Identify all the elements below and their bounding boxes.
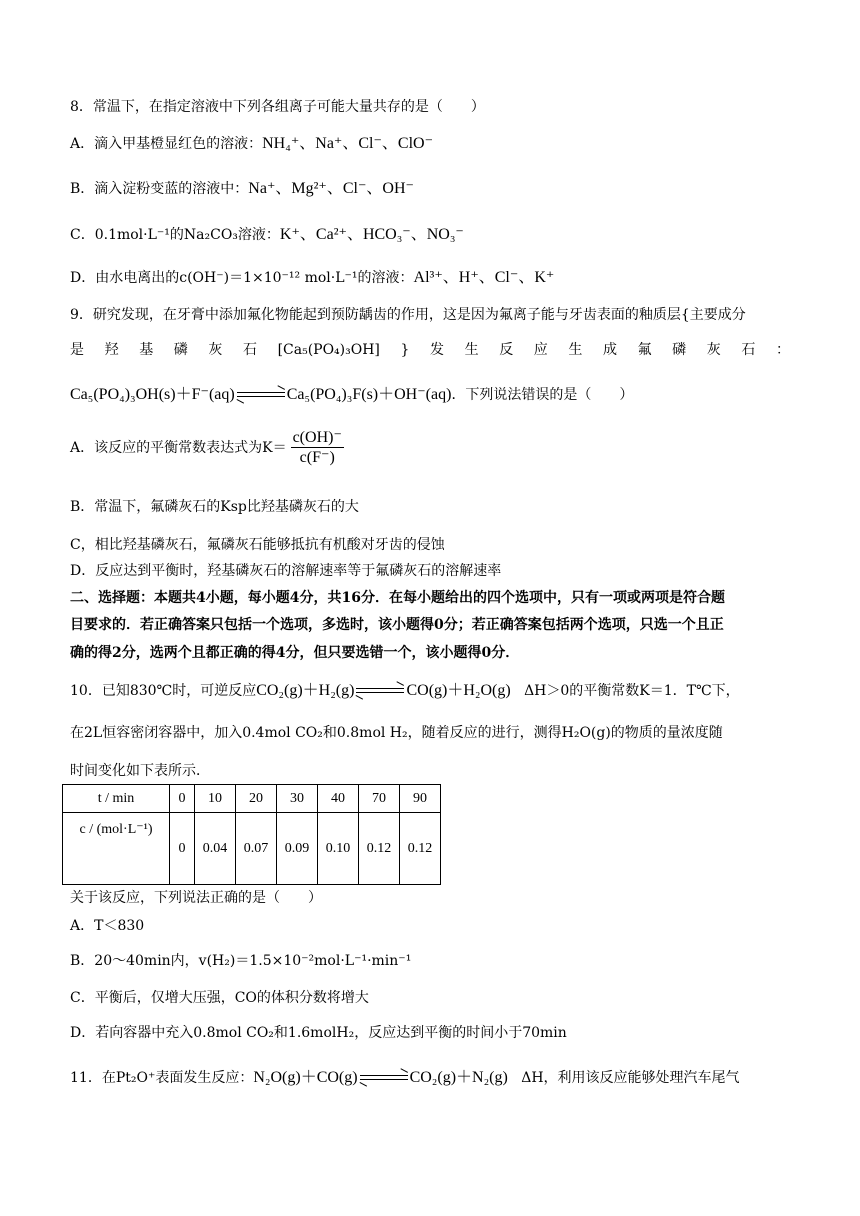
- q9-stem-word: }: [400, 342, 410, 358]
- q9-eq-right: Ca₅(PO₄)₃F(s)＋OH⁻(aq): [286, 386, 452, 403]
- table-header-time: t / min: [63, 785, 170, 813]
- q9-stem-word: 生: [464, 342, 479, 358]
- table-cell: 40: [318, 785, 359, 813]
- q8-option-b-text: B．滴入淀粉变蓝的溶液中：: [70, 181, 249, 197]
- q8-option-c-ions: K⁺、Ca²⁺、HCO₃⁻、NO₃⁻: [279, 226, 464, 243]
- q9-stem-line1: 9．研究发现，在牙膏中添加氟化物能起到预防龋齿的作用，这是因为氟离子能与牙齿表面的釉质层{主要成分: [70, 307, 746, 323]
- q10-stem1a: 10．已知830℃时，可逆反应: [70, 683, 257, 699]
- section2-line3: 确的得2分，选两个且都正确的得4分，但只要选错一个，该小题得0分．: [70, 645, 520, 661]
- q11-stem: [70, 1068, 740, 1088]
- q9-option-c: C，相比羟基磷灰石，氟磷灰石能够抵抗有机酸对牙齿的侵蚀: [70, 537, 445, 553]
- section2-line1: 二、选择题：本题共4小题，每小题4分，共16分．在每小题给出的四个选项中，只有一项或两项是符合题: [70, 590, 725, 606]
- table-cell: 30: [277, 785, 318, 813]
- q11-eq-right: CO₂(g)＋N₂(g): [409, 1069, 508, 1086]
- table-header-concentration: c / (mol·L⁻¹): [63, 813, 170, 885]
- q10-eq-left: CO₂(g)＋H₂(g): [256, 682, 355, 699]
- table-row: [63, 813, 441, 885]
- q9-option-b: B．常温下，氟磷灰石的Ksp比羟基磷灰石的大: [70, 499, 359, 515]
- q8-option-d-text: D．由水电离出的c(OH⁻)＝1×10⁻¹² mol·L⁻¹的溶液：: [70, 270, 414, 286]
- q9-stem-word: 石: [242, 342, 257, 358]
- q9-option-a: [70, 428, 344, 468]
- table-row: [63, 785, 441, 813]
- q9-stem-word: ：: [775, 342, 790, 358]
- table-cell: 20: [236, 785, 277, 813]
- q8-option-a-text: A．滴入甲基橙显红色的溶液：: [70, 136, 263, 152]
- q9-eq-left: Ca₅(PO₄)₃OH(s)＋F⁻(aq): [70, 386, 235, 403]
- q10-option-c: C．平衡后，仅增大压强，CO的体积分数将增大: [70, 990, 369, 1006]
- q11-stem-b: ΔH，利用该反应能够处理汽车尾气: [521, 1070, 740, 1086]
- q8-option-a: [70, 134, 433, 154]
- equilibrium-arrow-icon: [237, 391, 285, 399]
- q8-option-d: [70, 268, 554, 288]
- q9-stem-word: 生: [568, 342, 583, 358]
- q9-stem-word: 灰: [208, 342, 223, 358]
- q10-option-a: A．T＜830: [70, 918, 145, 934]
- equilibrium-arrow-icon: [356, 687, 404, 695]
- q9-option-d: D．反应达到平衡时，羟基磷灰石的溶解速率等于氟磷灰石的溶解速率: [70, 563, 502, 579]
- table-cell: 0.09: [277, 813, 318, 885]
- q10-stem1b: ΔH＞0的平衡常数K＝1．T℃下，: [524, 683, 740, 699]
- q8-stem: 8．常温下，在指定溶液中下列各组离子可能大量共存的是（ ）: [70, 99, 485, 115]
- equilibrium-arrow-icon: [360, 1074, 408, 1082]
- q9-stem-word: 发: [430, 342, 444, 358]
- q10-option-d: D．若向容器中充入0.8mol CO₂和1.6molH₂，反应达到平衡的时间小于70min: [70, 1025, 567, 1041]
- q9-eq-tail: ．下列说法错误的是（ ）: [451, 387, 634, 403]
- q10-data-table: [62, 784, 441, 885]
- table-cell: 0: [170, 813, 195, 885]
- table-cell: 0.04: [195, 813, 236, 885]
- q8-option-b-ions: Na⁺、Mg²⁺、Cl⁻、OH⁻: [248, 180, 414, 197]
- q9-option-a-fraction: [291, 429, 344, 468]
- q9-stem-word: 氟: [637, 342, 652, 358]
- q11-eq-left: N₂O(g)＋CO(g): [253, 1069, 358, 1086]
- table-cell: 0.07: [236, 813, 277, 885]
- q9-stem-word: 成: [602, 342, 617, 358]
- q10-stem-line2: 在2L恒容密闭容器中，加入0.4mol CO₂和0.8mol H₂，随着反应的进行，测得H₂O(g)的物质的量浓度随: [70, 725, 723, 741]
- q9-fraction-denominator: c(F⁻): [299, 448, 335, 466]
- q8-option-a-ions: NH₄⁺、Na⁺、Cl⁻、ClO⁻: [262, 135, 434, 152]
- q9-stem-word: 羟: [104, 342, 119, 358]
- q9-option-a-text: A．该反应的平衡常数表达式为K＝: [70, 440, 287, 456]
- q10-option-b: B．20～40min内，v(H₂)＝1.5×10⁻²mol·L⁻¹·min⁻¹: [70, 953, 412, 969]
- q11-stem-a: 11．在Pt₂O⁺表面发生反应：: [70, 1070, 254, 1086]
- table-cell: 0.10: [318, 813, 359, 885]
- q8-option-d-ions: Al³⁺、H⁺、Cl⁻、K⁺: [413, 269, 555, 286]
- q9-stem-word: 磷: [672, 342, 687, 358]
- q10-stem-line3: 时间变化如下表所示．: [70, 763, 210, 779]
- q9-stem-word: 反: [499, 342, 514, 358]
- q9-stem-word: 是: [70, 342, 84, 358]
- q10-eq-right: CO(g)＋H₂O(g): [406, 682, 511, 699]
- q10-stem-line1: [70, 681, 740, 701]
- q9-stem-word: 磷: [173, 342, 188, 358]
- q9-equation-line: [70, 385, 633, 405]
- q9-fraction-numerator: c(OH)⁻: [292, 428, 342, 446]
- table-cell: 70: [359, 785, 400, 813]
- table-cell: 10: [195, 785, 236, 813]
- q10-question: 关于该反应，下列说法正确的是（ ）: [70, 890, 322, 906]
- q9-stem-word: 灰: [706, 342, 721, 358]
- q8-option-b: [70, 179, 414, 199]
- table-cell: 0.12: [359, 813, 400, 885]
- q9-stem-word: [Ca₅(PO₄)₃OH]: [277, 342, 380, 358]
- table-cell: 0: [170, 785, 195, 813]
- table-cell: 90: [400, 785, 441, 813]
- q8-option-c-text: C．0.1mol·L⁻¹的Na₂CO₃溶液：: [70, 227, 280, 243]
- q9-stem-line2: [70, 339, 790, 361]
- q9-stem-word: 基: [139, 342, 154, 358]
- q9-stem-word: 石: [741, 342, 756, 358]
- q8-option-c: [70, 225, 464, 245]
- q9-stem-word: 应: [533, 342, 548, 358]
- table-cell: 0.12: [400, 813, 441, 885]
- section2-line2: 目要求的．若正确答案只包括一个选项，多选时，该小题得0分；若正确答案包括两个选项，只选一个且正: [70, 617, 724, 633]
